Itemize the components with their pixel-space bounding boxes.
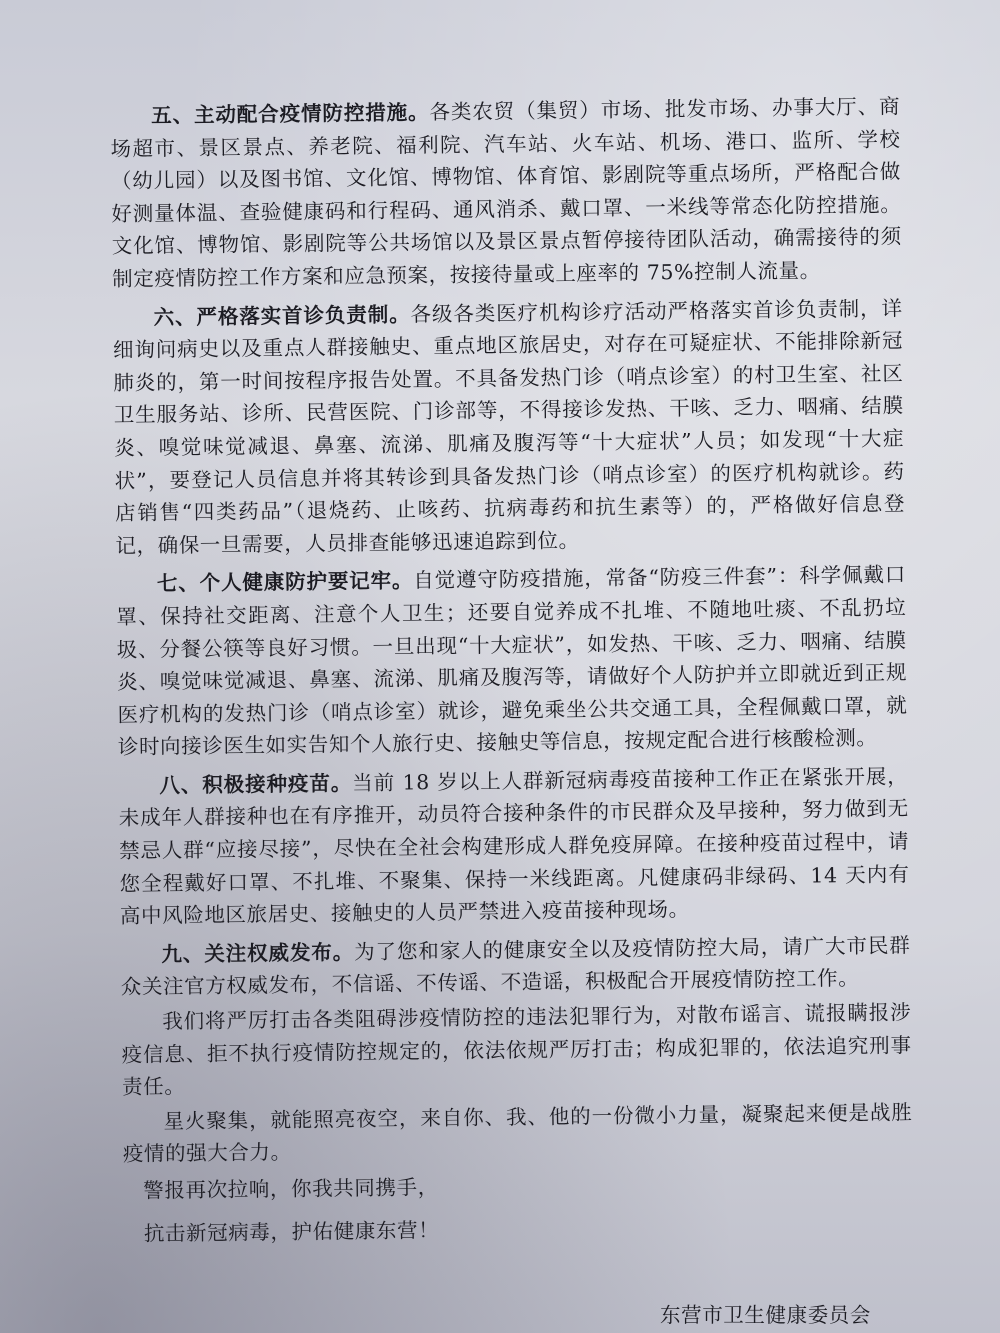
section-heading: 五、主动配合疫情防控措施。 [151, 100, 430, 128]
section-9 [120, 929, 911, 1004]
closing-paragraph: 我们将严厉打击各类阻碍涉疫情防控的违法犯罪行为，对散布谣言、谎报瞒报涉疫信息、拒不执行疫情防控规定的，依法依规严厉打击；构成犯罪的，依法追究刑事责任。 [121, 1000, 912, 1100]
slogan-line: 警报再次拉响，你我共同携手， [143, 1175, 439, 1203]
issuer-signature: 东营市卫生健康委员会 [660, 1303, 871, 1327]
section-heading: 八、积极接种疫苗。 [159, 770, 353, 798]
section-5 [110, 90, 902, 295]
document-body [110, 90, 914, 1250]
section-text: 各级各类医疗机构诊疗活动严格落实首诊负责制，详细询问病史以及重点人群接触史、重点地区旅居史，对存在可疑症状、不能排除新冠肺炎的，第一时间按程序报告处置。不具备发热门诊（哨点诊室）的村卫生室、社区卫生服务站、诊所、民营医院、门诊部等，不得接诊发热、干咳、乏力、咽痛、结膜炎、嗅觉味觉减退、鼻塞、流涕、肌痛及腹泻等“十大症状”人员；如发现“十大症状”，要登记人员信息并将其转诊到具备发热门诊（哨点诊室）的医疗机构就诊。药店销售“四类药品”（退烧药、止咳药、抗病毒药和抗生素等）的，严格做好信息登记，确保一旦需要，人员排查能够迅速追踪到位。 [112, 295, 906, 558]
section-heading: 九、关注权威发布。 [161, 939, 355, 967]
section-text: 自觉遵守防疫措施，常备“防疫三件套”：科学佩戴口罩、保持社交距离、注意个人卫生；还要自觉养成不扎堆、不随地吐痰、不乱扔垃圾、分餐公筷等良好习惯。一旦出现“十大症状”，如发热、干咳、乏力、咽痛、结膜炎、嗅觉味觉减退、鼻塞、流涕、肌痛及腹泻等，请做好个人防护并立即就近到正规医疗机构的发热门诊（哨点诊室）就诊，避免乘坐公共交通工具，全程佩戴口罩，就诊时向接诊医生如实告知个人旅行史、接触史等信息，按规定配合进行核酸检测。 [116, 562, 908, 760]
slogan-line: 抗击新冠病毒，护佑健康东营！ [143, 1217, 440, 1246]
section-7 [116, 559, 908, 764]
section-text: 为了您和家人的健康安全以及疫情防控大局，请广大市民群众关注官方权威发布，不信谣、不传谣、不造谣，积极配合开展疫情防控工作。 [120, 933, 911, 1000]
section-text: 当前 18 岁以上人群新冠病毒疫苗接种工作正在紧张开展，未成年人群接种也在有序推开，动员符合接种条件的市民群众及早接种，努力做到无禁忌人群“应接尽接”，尽快在全社会构建形成人群免疫屏障。在接种疫苗过程中，请您全程戴好口罩、不扎堆、不聚集、保持一米线距离。凡健康码非绿码、14 天内有高中风险地区旅居史、接触史的人员严禁进入疫苗接种现场。 [118, 764, 910, 929]
section-8 [118, 760, 910, 933]
section-text: 各类农贸（集贸）市场、批发市场、办事大厅、商场超市、景区景点、养老院、福利院、汽车站、火车站、机场、港口、监所、学校（幼儿园）以及图书馆、文化馆、博物馆、体育馆、影剧院等重点场所，严格配合做好测量体温、查验健康码和行程码、通风消杀、戴口罩、一米线等常态化防控措施。文化馆、博物馆、影剧院等公共场馆以及景区景点暂停接待团队活动，确需接待的须制定疫情防控工作方案和应急预案，按接待量或上座率的 75%控制人流量。 [110, 94, 902, 291]
section-heading: 七、个人健康防护要记牢。 [156, 568, 414, 596]
closing-paragraph: 星火聚集，就能照亮夜空，来自你、我、他的一份微小力量，凝聚起来便是战胜疫情的强大合力。 [122, 1100, 913, 1167]
section-6 [112, 292, 905, 562]
section-heading: 六、严格落实首诊负责制。 [153, 301, 411, 330]
